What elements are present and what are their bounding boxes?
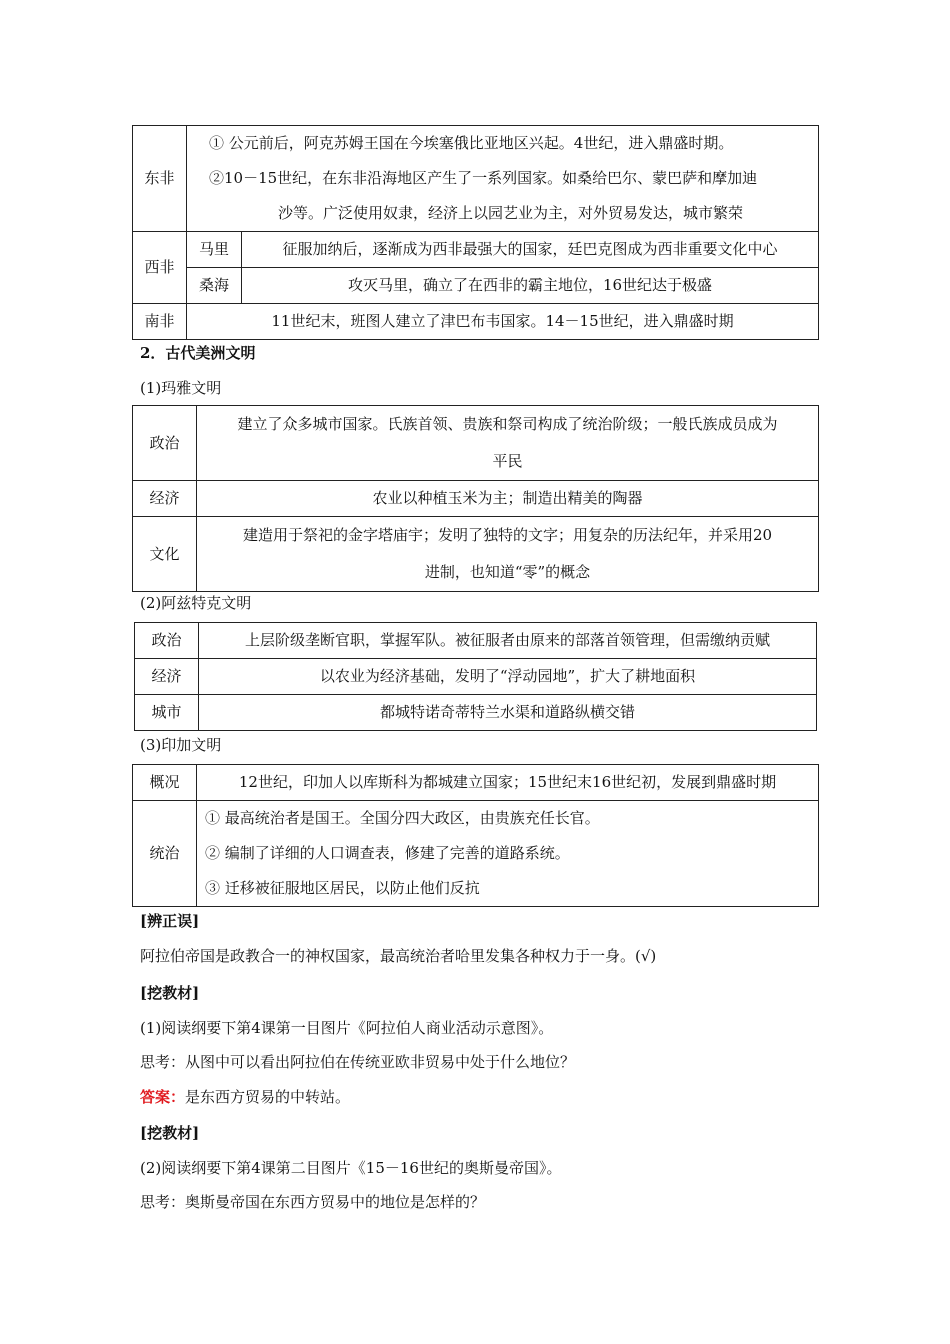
textbook1-answer bbox=[140, 1086, 350, 1108]
answer-label: 答案： bbox=[140, 1088, 186, 1106]
maya-politics-line-2: 平民 bbox=[492, 452, 523, 470]
mali-text: 征服加纳后，逐渐成为西非最强大的国家，廷巴克图成为西非重要文化中心 bbox=[242, 232, 819, 268]
songhai-label: 桑海 bbox=[187, 268, 242, 304]
textbook2-read: (2)阅读纲要下第4课第二目图片《15－16世纪的奥斯曼帝国》。 bbox=[140, 1159, 562, 1177]
textbook2-think: 思考：奥斯曼帝国在东西方贸易中的地位是怎样的？ bbox=[140, 1193, 486, 1211]
west-africa-label: 西非 bbox=[133, 232, 187, 304]
maya-culture-cell bbox=[197, 517, 819, 592]
aztec-city-label: 城市 bbox=[135, 695, 199, 731]
east-line-2: ②10－15世纪，在东非沿海地区产生了一系列国家。如桑给巴尔、蒙巴萨和摩加迪 bbox=[209, 169, 758, 187]
textbook2-heading: [挖教材] bbox=[140, 1124, 200, 1142]
aztec-table bbox=[134, 622, 817, 731]
inca-rule-line-3: ③ 迁移被征服地区居民，以防止他们反抗 bbox=[205, 879, 480, 897]
east-africa-cell bbox=[187, 126, 819, 232]
maya-heading: (1)玛雅文明 bbox=[140, 379, 222, 397]
east-africa-label: 东非 bbox=[133, 126, 187, 232]
east-line-3: 沙等。广泛使用奴隶，经济上以园艺业为主，对外贸易发达，城市繁荣 bbox=[277, 204, 743, 222]
songhai-text: 攻灭马里，确立了在西非的霸主地位，16世纪达于极盛 bbox=[242, 268, 819, 304]
mali-label: 马里 bbox=[187, 232, 242, 268]
inca-rule-cell bbox=[197, 801, 819, 907]
section2-heading: 2．古代美洲文明 bbox=[140, 344, 256, 362]
aztec-heading: (2)阿兹特克文明 bbox=[140, 594, 252, 612]
africa-table bbox=[132, 125, 819, 340]
south-africa-label: 南非 bbox=[133, 304, 187, 340]
maya-economy-text: 农业以种植玉米为主；制造出精美的陶器 bbox=[197, 481, 819, 517]
east-line-1: ① 公元前后，阿克苏姆王国在今埃塞俄比亚地区兴起。4世纪，进入鼎盛时期。 bbox=[209, 134, 734, 152]
textbook1-heading: [挖教材] bbox=[140, 984, 200, 1002]
inca-rule-line-2: ② 编制了详细的人口调查表，修建了完善的道路系统。 bbox=[205, 844, 570, 862]
inca-rule-label: 统治 bbox=[133, 801, 197, 907]
maya-culture-label: 文化 bbox=[133, 517, 197, 592]
correction-heading: [辨正误] bbox=[140, 912, 200, 930]
aztec-city-text: 都城特诺奇蒂特兰水渠和道路纵横交错 bbox=[199, 695, 817, 731]
textbook1-think: 思考：从图中可以看出阿拉伯在传统亚欧非贸易中处于什么地位？ bbox=[140, 1053, 576, 1071]
maya-culture-line-2: 进制，也知道“零”的概念 bbox=[424, 563, 591, 581]
south-africa-text: 11世纪末，班图人建立了津巴布韦国家。14－15世纪，进入鼎盛时期 bbox=[187, 304, 819, 340]
maya-economy-label: 经济 bbox=[133, 481, 197, 517]
aztec-politics-label: 政治 bbox=[135, 623, 199, 659]
inca-overview-label: 概况 bbox=[133, 765, 197, 801]
maya-politics-label: 政治 bbox=[133, 406, 197, 481]
inca-heading: (3)印加文明 bbox=[140, 736, 222, 754]
aztec-politics-text: 上层阶级垄断官职，掌握军队。被征服者由原来的部落首领管理，但需缴纳贡赋 bbox=[199, 623, 817, 659]
inca-rule-line-1: ① 最高统治者是国王。全国分四大政区，由贵族充任长官。 bbox=[205, 809, 600, 827]
aztec-economy-label: 经济 bbox=[135, 659, 199, 695]
textbook1-read: (1)阅读纲要下第4课第一目图片《阿拉伯人商业活动示意图》。 bbox=[140, 1019, 554, 1037]
correction-text: 阿拉伯帝国是政教合一的神权国家，最高统治者哈里发集各种权力于一身。(√) bbox=[140, 947, 657, 965]
maya-politics-cell bbox=[197, 406, 819, 481]
maya-culture-line-1: 建造用于祭祀的金字塔庙宇；发明了独特的文字；用复杂的历法纪年，并采用20 bbox=[242, 526, 773, 544]
maya-table bbox=[132, 405, 819, 592]
inca-table bbox=[132, 764, 819, 907]
inca-overview-text: 12世纪，印加人以库斯科为都城建立国家；15世纪末16世纪初，发展到鼎盛时期 bbox=[197, 765, 819, 801]
aztec-economy-text: 以农业为经济基础，发明了“浮动园地”，扩大了耕地面积 bbox=[199, 659, 817, 695]
maya-politics-line-1: 建立了众多城市国家。氏族首领、贵族和祭司构成了统治阶级；一般氏族成员成为 bbox=[237, 415, 778, 433]
answer-text: 是东西方贸易的中转站。 bbox=[185, 1088, 351, 1106]
